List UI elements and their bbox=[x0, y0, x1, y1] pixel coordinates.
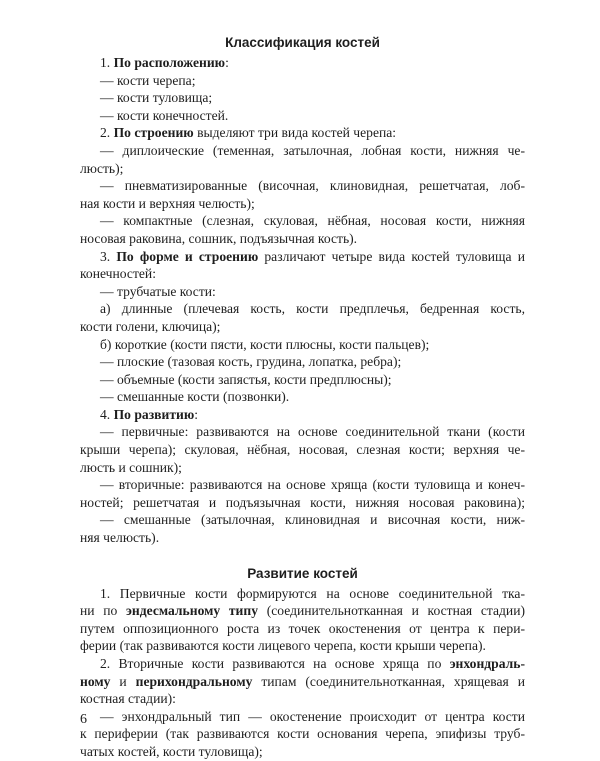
text-line: б) короткие (кости пясти, кости плюсны, кости пальцев); bbox=[100, 336, 430, 352]
text-line: 2. По строению выделяют три вида костей черепа: bbox=[100, 125, 397, 141]
text-line: — плоские (тазовая кость, грудина, лопатка, ребра); bbox=[100, 354, 402, 370]
text-line: ная кости и верхняя челюсть); bbox=[80, 195, 255, 211]
text-line: люсть); bbox=[80, 160, 124, 176]
page-number: 6 bbox=[80, 712, 87, 727]
text-line: — смешанные кости (позвонки). bbox=[100, 389, 290, 405]
section-title-development: Развитие костей bbox=[247, 565, 358, 581]
bold-term: энхондраль- bbox=[449, 656, 525, 671]
text-line: люсть и сошник); bbox=[80, 459, 182, 475]
text-line: ни по эндесмальному типу (соединительнотканная и костная стадии) bbox=[80, 603, 526, 619]
bold-term: перихондральному bbox=[135, 673, 253, 689]
text-line: кости голени, ключица); bbox=[80, 318, 221, 334]
text-line: ностей; решетчатая и подъязычная кости, нижняя носовая раковина); bbox=[80, 494, 525, 510]
text-line: 1. По расположению: bbox=[100, 55, 229, 70]
classification-by-development bbox=[80, 406, 525, 547]
text-line: путем оппозиционного роста из точек окостенения от центра к пери- bbox=[80, 620, 525, 636]
bold-term: По строению bbox=[113, 125, 194, 141]
text-line: 1. Первичные кости формируются на основе соединительной тка- bbox=[100, 585, 525, 601]
text-line: — диплоические (теменная, затылочная, лобная кости, нижняя че- bbox=[100, 142, 525, 158]
text-line: носовая раковина, сошник, подъязычная кость). bbox=[80, 230, 358, 246]
list-item: — кости туловища; bbox=[100, 90, 213, 106]
bold-term: ному bbox=[80, 673, 111, 689]
page-content bbox=[80, 34, 525, 761]
list-item: — кости конечностей. bbox=[100, 107, 229, 123]
bold-term: эндесмальному типу bbox=[126, 603, 259, 619]
text-line: няя челюсть). bbox=[80, 530, 160, 546]
development-primary bbox=[80, 585, 525, 655]
text-line: крыши черепа); скуловая, нёбная, носовая, слезная кости; верхняя че- bbox=[80, 442, 525, 458]
text-line: — вторичные: развиваются на основе хряща (кости туловища и конеч- bbox=[100, 477, 525, 493]
classification-by-location bbox=[80, 54, 525, 124]
text-line: — энхондральный тип — окостенение происходит от центра кости bbox=[100, 708, 525, 724]
section-title-classification: Классификация костей bbox=[225, 35, 380, 50]
list-item: — кости черепа; bbox=[100, 72, 196, 88]
text-line: конечностей: bbox=[80, 266, 156, 282]
development-secondary bbox=[80, 655, 525, 761]
text-line: ферии (так развиваются кости лицевого черепа, кости крыши черепа). bbox=[80, 638, 486, 654]
bold-term: По форме и строению bbox=[116, 248, 259, 264]
classification-by-structure bbox=[80, 124, 525, 247]
text-line: 4. По развитию: bbox=[100, 406, 199, 422]
text-line: а) длинные (плечевая кость, кости предплечья, бедренная кость, bbox=[100, 301, 525, 317]
text-line: — компактные (слезная, скуловая, нёбная, носовая кости, нижняя bbox=[100, 213, 525, 229]
classification-by-form bbox=[80, 248, 525, 406]
text-line: 3. По форме и строению различают четыре вида костей туловища и bbox=[100, 248, 525, 264]
text-line: — первичные: развиваются на основе соединительной ткани (кости bbox=[100, 424, 525, 440]
text-line: к периферии (так развиваются кости основания черепа, эпифизы труб- bbox=[80, 726, 525, 742]
text-line: костная стадии): bbox=[80, 691, 176, 707]
text-line: чатых костей, кости туловища); bbox=[80, 743, 263, 759]
text-line: 2. Вторичные кости развиваются на основе хряща по энхондраль- bbox=[100, 656, 525, 671]
text-line: ному и перихондральному типам (соединительнотканная, хрящевая и bbox=[80, 673, 525, 689]
text-line: — объемные (кости запястья, кости предплюсны); bbox=[100, 371, 392, 387]
text-line: — пневматизированные (височная, клиновидная, решетчатая, лоб- bbox=[100, 178, 525, 194]
text-line: — смешанные (затылочная, клиновидная и височная кости, ниж- bbox=[100, 512, 525, 528]
bold-term: По развитию bbox=[113, 406, 195, 422]
text-line: — трубчатые кости: bbox=[100, 283, 216, 299]
bold-term: По расположению bbox=[113, 55, 226, 70]
